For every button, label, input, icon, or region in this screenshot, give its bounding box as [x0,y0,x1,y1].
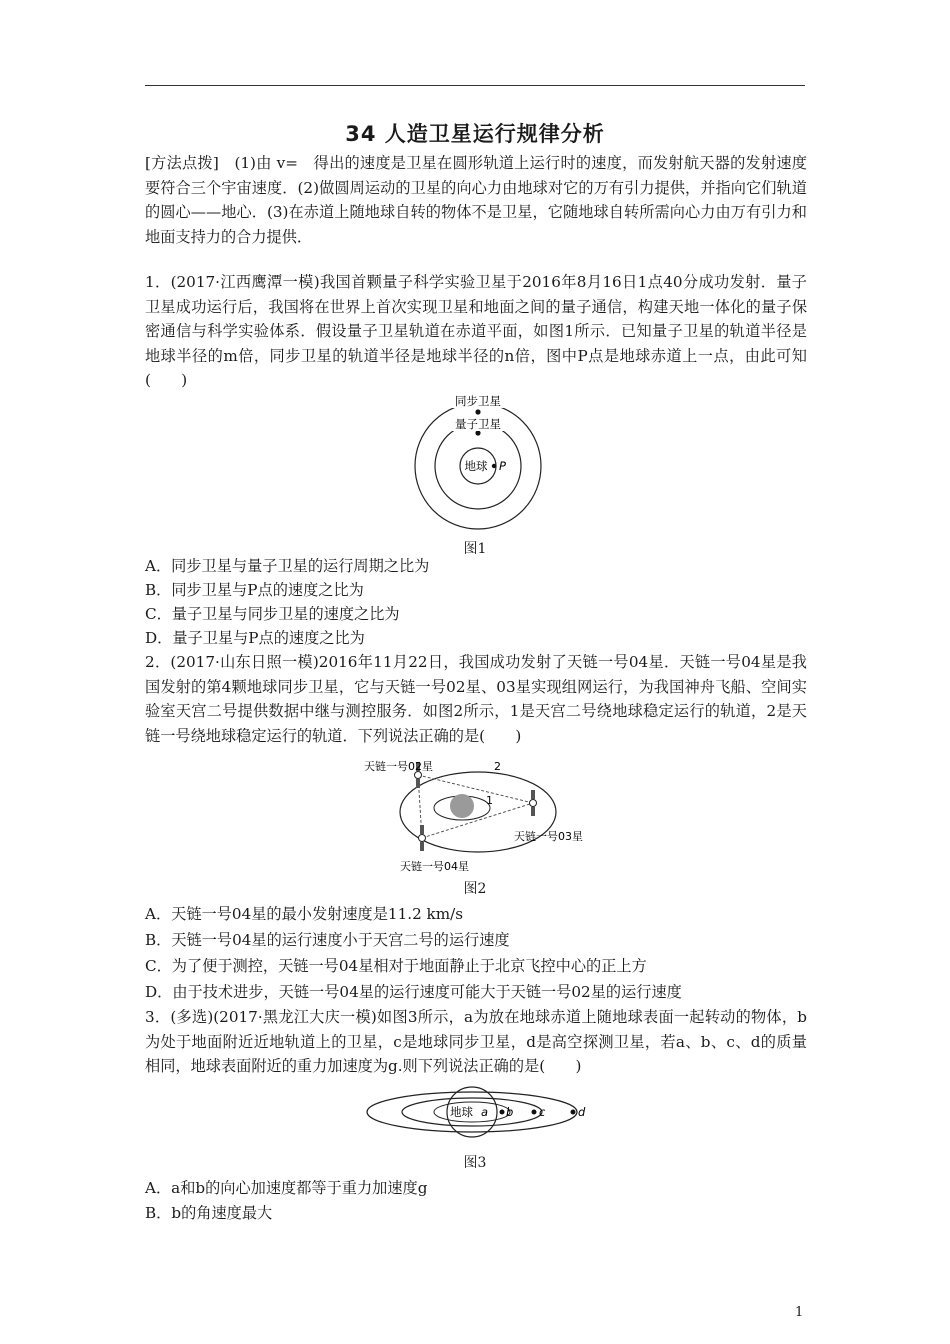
question-3-option-a: A．a和b的向心加速度都等于重力加速度g [145,1179,428,1197]
label-point-p: P [499,459,506,473]
question-3-stem: 3．(多选)(2017·黑龙江大庆一模)如图3所示，a为放在地球赤道上随地球表面一起转动的物体，b为处于地面附近近地轨道上的卫星，c是地球同步卫星，d是高空探测卫星，若a、b、c、d的质量相同，地球表面附近的重力加速度为g.则下列说法正确的是( ) [145,1008,807,1075]
point-p-dot [492,464,496,468]
top-rule [145,85,805,86]
question-1-option-b: B．同步卫星与P点的速度之比为 [145,581,364,599]
label-sync-satellite: 同步卫星 [455,394,501,408]
label-c: c [539,1105,546,1119]
question-2-option-c: C．为了便于测控，天链一号04星相对于地面静止于北京飞控中心的正上方 [145,957,647,975]
question-2-option-d: D．由于技术进步，天链一号04星的运行速度可能大于天链一号02星的运行速度 [145,983,682,1001]
label-satellite-03: 天链一号03星 [514,830,583,843]
label-satellite-04: 天链一号04星 [400,860,469,873]
figure-3-caption: 图3 [463,1155,487,1171]
object-d-dot [571,1110,576,1115]
label-orbit-2: 2 [494,760,501,773]
earth-sphere [450,794,474,818]
figure-3-orbits [360,1085,600,1145]
question-2-option-a: A．天链一号04星的最小发射速度是11.2 km/s [145,905,464,923]
object-b-dot [500,1110,505,1115]
label-quantum-satellite: 量子卫星 [455,417,501,431]
question-3-option-b: B．b的角速度最大 [145,1204,273,1222]
label-earth: 地球 [450,1105,473,1119]
label-earth: 地球 [464,459,488,473]
figure-2-caption: 图2 [463,881,487,897]
label-orbit-1: 1 [486,794,493,807]
question-2-option-b: B．天链一号04星的运行速度小于天宫二号的运行速度 [145,931,510,949]
figure-2-orbits [358,750,598,875]
question-1-option-d: D．量子卫星与P点的速度之比为 [145,629,365,647]
method-tip: [方法点拨] (1)由 v= 得出的速度是卫星在圆形轨道上运行时的速度，而发射航天器的发射速度要符合三个宇宙速度．(2)做圆周运动的卫星的向心力由地球对它的万有引力提供，并指向它们轨道的圆心——地心．(3)在赤道上随地球自转的物体不是卫星，它随地球自转所需向心力由万有引力和地面支持力的合力提供． [145,154,807,246]
label-a: a [481,1105,489,1119]
satellite-03-icon [530,790,537,816]
satellite-04-icon [419,825,426,851]
page-number: 1 [795,1305,804,1320]
question-1-option-c: C．量子卫星与同步卫星的速度之比为 [145,605,400,623]
quantum-satellite-dot [475,430,480,435]
question-1-option-a: A．同步卫星与量子卫星的运行周期之比为 [145,557,430,575]
page-title: 34 人造卫星运行规律分析 [345,122,605,146]
object-c-dot [532,1110,537,1115]
label-satellite-02: 天链一号02星 [364,760,433,773]
figure-1-caption: 图1 [463,541,487,557]
figure-1-orbits [400,388,560,538]
question-1-stem: 1．(2017·江西鹰潭一模)我国首颗量子科学实验卫星于2016年8月16日1点40分成功发射．量子卫星成功运行后，我国将在世界上首次实现卫星和地面之间的量子通信，构建天地一体化的量子保密通信与科学实验体系．假设量子卫星轨道在赤道平面，如图1所示．已知量子卫星的轨道半径是地球半径的m倍，同步卫星的轨道半径是地球半径的n倍，图中P点是地球赤道上一点，由此可知( ) [145,273,807,389]
sync-satellite-dot [475,409,480,414]
label-d: d [578,1105,586,1119]
label-b: b [506,1105,514,1119]
question-2-stem: 2．(2017·山东日照一模)2016年11月22日，我国成功发射了天链一号04星．天链一号04星是我国发射的第4颗地球同步卫星，它与天链一号02星、03星实现组网运行，为我国神舟飞船、空间实验室天宫二号提供数据中继与测控服务．如图2所示，1是天宫二号绕地球稳定运行的轨道，2是天链一号绕地球稳定运行的轨道．下列说法正确的是( ) [145,653,807,745]
